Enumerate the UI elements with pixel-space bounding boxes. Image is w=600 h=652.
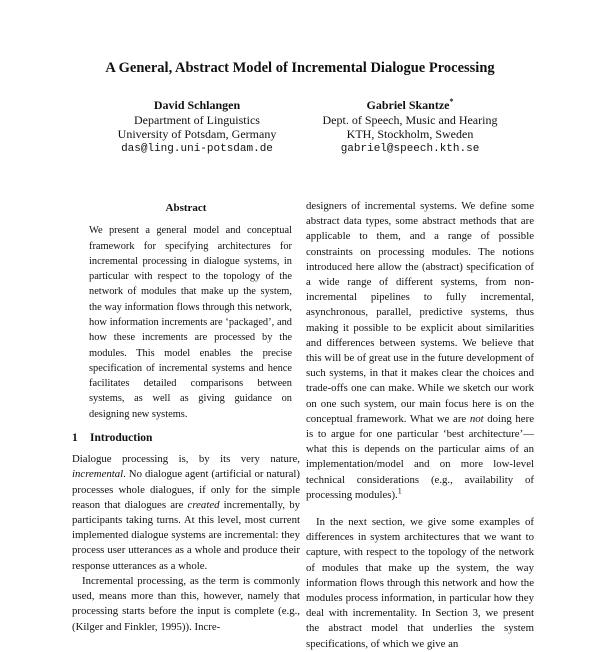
section-heading-introduction <box>72 431 300 446</box>
intro-paragraph-1: Dialogue processing is, by its very nature, incremental. No dialogue agent (artificial or natural) processes whole dialogues, if only for the simple reason that dialogues are created incrementally, by participants taking turns. At this level, most current implemented dialogue systems are incremental: they process user utterances as a whole and produce their response utterances as a whole. <box>72 453 300 572</box>
footnote-mark: 1 <box>397 486 402 496</box>
abstract-text: We present a general model and conceptual framework for specifying architectures for incremental processing in dialogue systems, in particular with respect to the topology of the network of modules that make up the system, the way information flows through this network, how information increments are ‘packaged’, and how these increments are processed by the modules. This model enables the precise specification of incremental systems and hence facilitates detailed comparisons between systems, as well as giving guidance on designing new systems. <box>89 225 292 420</box>
abstract-heading: Abstract <box>165 202 207 214</box>
author-email: das@ling.uni-potsdam.de <box>121 142 273 155</box>
left-column <box>72 201 300 635</box>
author-affiliation: Department of Linguistics <box>134 112 260 127</box>
right-paragraph-1: designers of incremental systems. We define some abstract data types, some abstract methods that are applicable to them, and a range of possible constraints on processing modules. The notions introduced here allow the (abstract) specification of a wide range of different systems, from non-incremental pipelines to fully incremental, asynchronous, parallel, predictive systems, thus making it possible to be explicit about similarities and differences between systems. We believe that this will be of great use in the future development of such systems, in that it makes clear the choices and trade-offs one can make. While we sketch our work on one such system, our main focus here is on the conceptual framework. What we are not doing here is to argue for one particular ‘best architecture’—what this is depends on the particular aims of an implementation/model and on more low-level technical considerations (e.g., availability of processing modules).$^1$ <box>306 200 534 501</box>
paper-title: A General, Abstract Model of Incremental Dialogue Processing <box>105 60 495 76</box>
author-email: gabriel@speech.kth.se <box>340 142 480 155</box>
author-block-1 <box>82 98 312 156</box>
section-title: Introduction <box>90 432 153 445</box>
author-affiliation: Dept. of Speech, Music and Hearing <box>322 112 498 127</box>
right-paragraph-2: In the next section, we give some examples of differences in system architectures that we want to capture, with respect to the topology of the network of modules that make up the system, the way information flows through this network and how the modules process information, in particular how they deal with incrementality. In Section 3, we present the abstract model that underlies the system specifications, of which we give an <box>306 516 534 650</box>
section-number: 1 <box>72 432 78 445</box>
author-affiliation: KTH, Stockholm, Sweden <box>346 127 474 141</box>
right-column <box>306 199 534 652</box>
author-block-2 <box>295 98 525 156</box>
intro-paragraph-2: Incremental processing, as the term is commonly used, means more than this, however, namely that processing starts before the input is complete (e.g., (Kilger and Finkler, 1995)). Incre- <box>72 574 300 633</box>
author-name: David Schlangen <box>153 98 241 112</box>
author-affiliation: University of Potsdam, Germany <box>117 127 277 141</box>
author-name: Gabriel Skantze* <box>366 97 454 112</box>
author-footnote-mark: * <box>449 97 454 106</box>
